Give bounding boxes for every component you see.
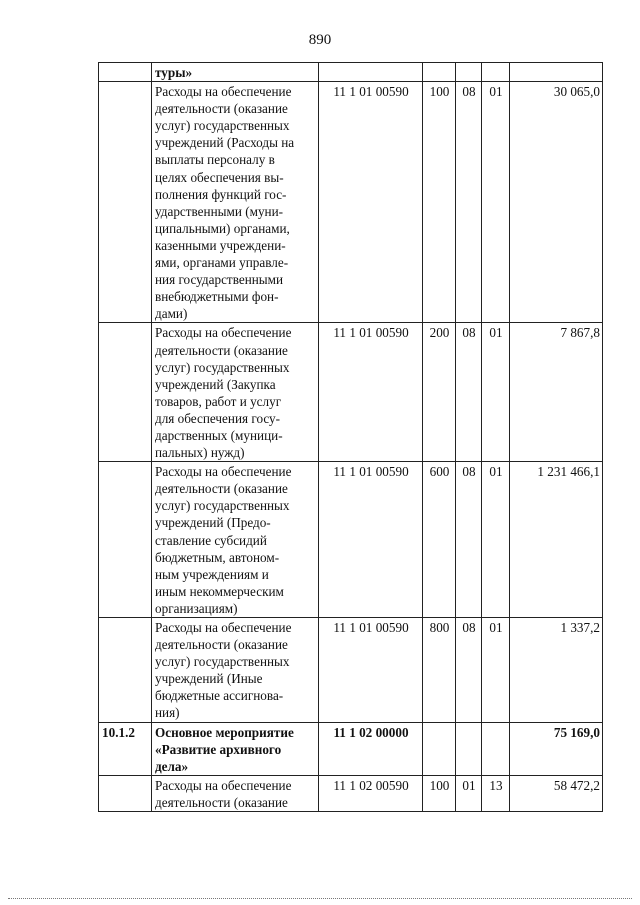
subsection-code: 01 [482,82,510,323]
row-number [99,323,152,462]
expense-name: Расходы на обеспечение деятельности (оказание [152,775,319,811]
section-code [456,722,482,775]
table-row [99,722,603,775]
target-article-code: 11 1 02 00000 [319,722,423,775]
expense-type-code: 800 [423,618,456,723]
table-row [99,323,603,462]
page-bottom-rule [8,898,632,899]
row-number: 10.1.2 [99,722,152,775]
expense-type-code: 600 [423,462,456,618]
subsection-code: 01 [482,462,510,618]
amount: 7 867,8 [510,323,603,462]
expense-type-code: 100 [423,82,456,323]
table-row [99,82,603,323]
section-code: 01 [456,775,482,811]
expense-name: Расходы на обеспечение деятельности (оказание услуг) государственных учреждений (Предо- ставление субсидий бюджетным, автоном- ным учреждениям и иным некоммерческим организациям) [152,462,319,618]
row-number [99,775,152,811]
target-article-code: 11 1 01 00590 [319,82,423,323]
amount: 1 337,2 [510,618,603,723]
table-row [99,775,603,811]
amount: 30 065,0 [510,82,603,323]
page-number: 890 [308,32,332,48]
amount: 58 472,2 [510,775,603,811]
subsection-code [482,63,510,82]
target-article-code: 11 1 01 00590 [319,462,423,618]
table-row [99,618,603,723]
target-article-code: 11 1 02 00590 [319,775,423,811]
table-row [99,462,603,618]
expense-name: Основное мероприятие «Развитие архивного дела» [152,722,319,775]
table-row [99,63,603,82]
section-code: 08 [456,82,482,323]
expense-type-code: 100 [423,775,456,811]
expense-type-code [423,63,456,82]
subsection-code: 13 [482,775,510,811]
amount: 1 231 466,1 [510,462,603,618]
expense-name: Расходы на обеспечение деятельности (оказание услуг) государственных учреждений (Иные бюджетные ассигнова- ния) [152,618,319,723]
expense-name: туры» [152,63,319,82]
target-article-code: 11 1 01 00590 [319,618,423,723]
expense-type-code [423,722,456,775]
section-code [456,63,482,82]
expense-type-code: 200 [423,323,456,462]
row-number [99,82,152,323]
row-number [99,63,152,82]
subsection-code: 01 [482,323,510,462]
section-code: 08 [456,618,482,723]
target-article-code [319,63,423,82]
section-code: 08 [456,323,482,462]
row-number [99,462,152,618]
subsection-code: 01 [482,618,510,723]
amount [510,63,603,82]
target-article-code: 11 1 01 00590 [319,323,423,462]
expense-name: Расходы на обеспечение деятельности (оказание услуг) государственных учреждений (Расходы на выплаты персоналу в целях обеспечения вы- полнения функций гос- ударственными (муни- ципальными) органами, казенными учреждени- ями, органами управле- ния государственными внебюджетными фон- дами) [152,82,319,323]
budget-table [98,62,603,812]
amount: 75 169,0 [510,722,603,775]
expense-name: Расходы на обеспечение деятельности (оказание услуг) государственных учреждений (Закупка товаров, работ и услуг для обеспечения госу- дарственных (муници- пальных) нужд) [152,323,319,462]
row-number [99,618,152,723]
subsection-code [482,722,510,775]
section-code: 08 [456,462,482,618]
